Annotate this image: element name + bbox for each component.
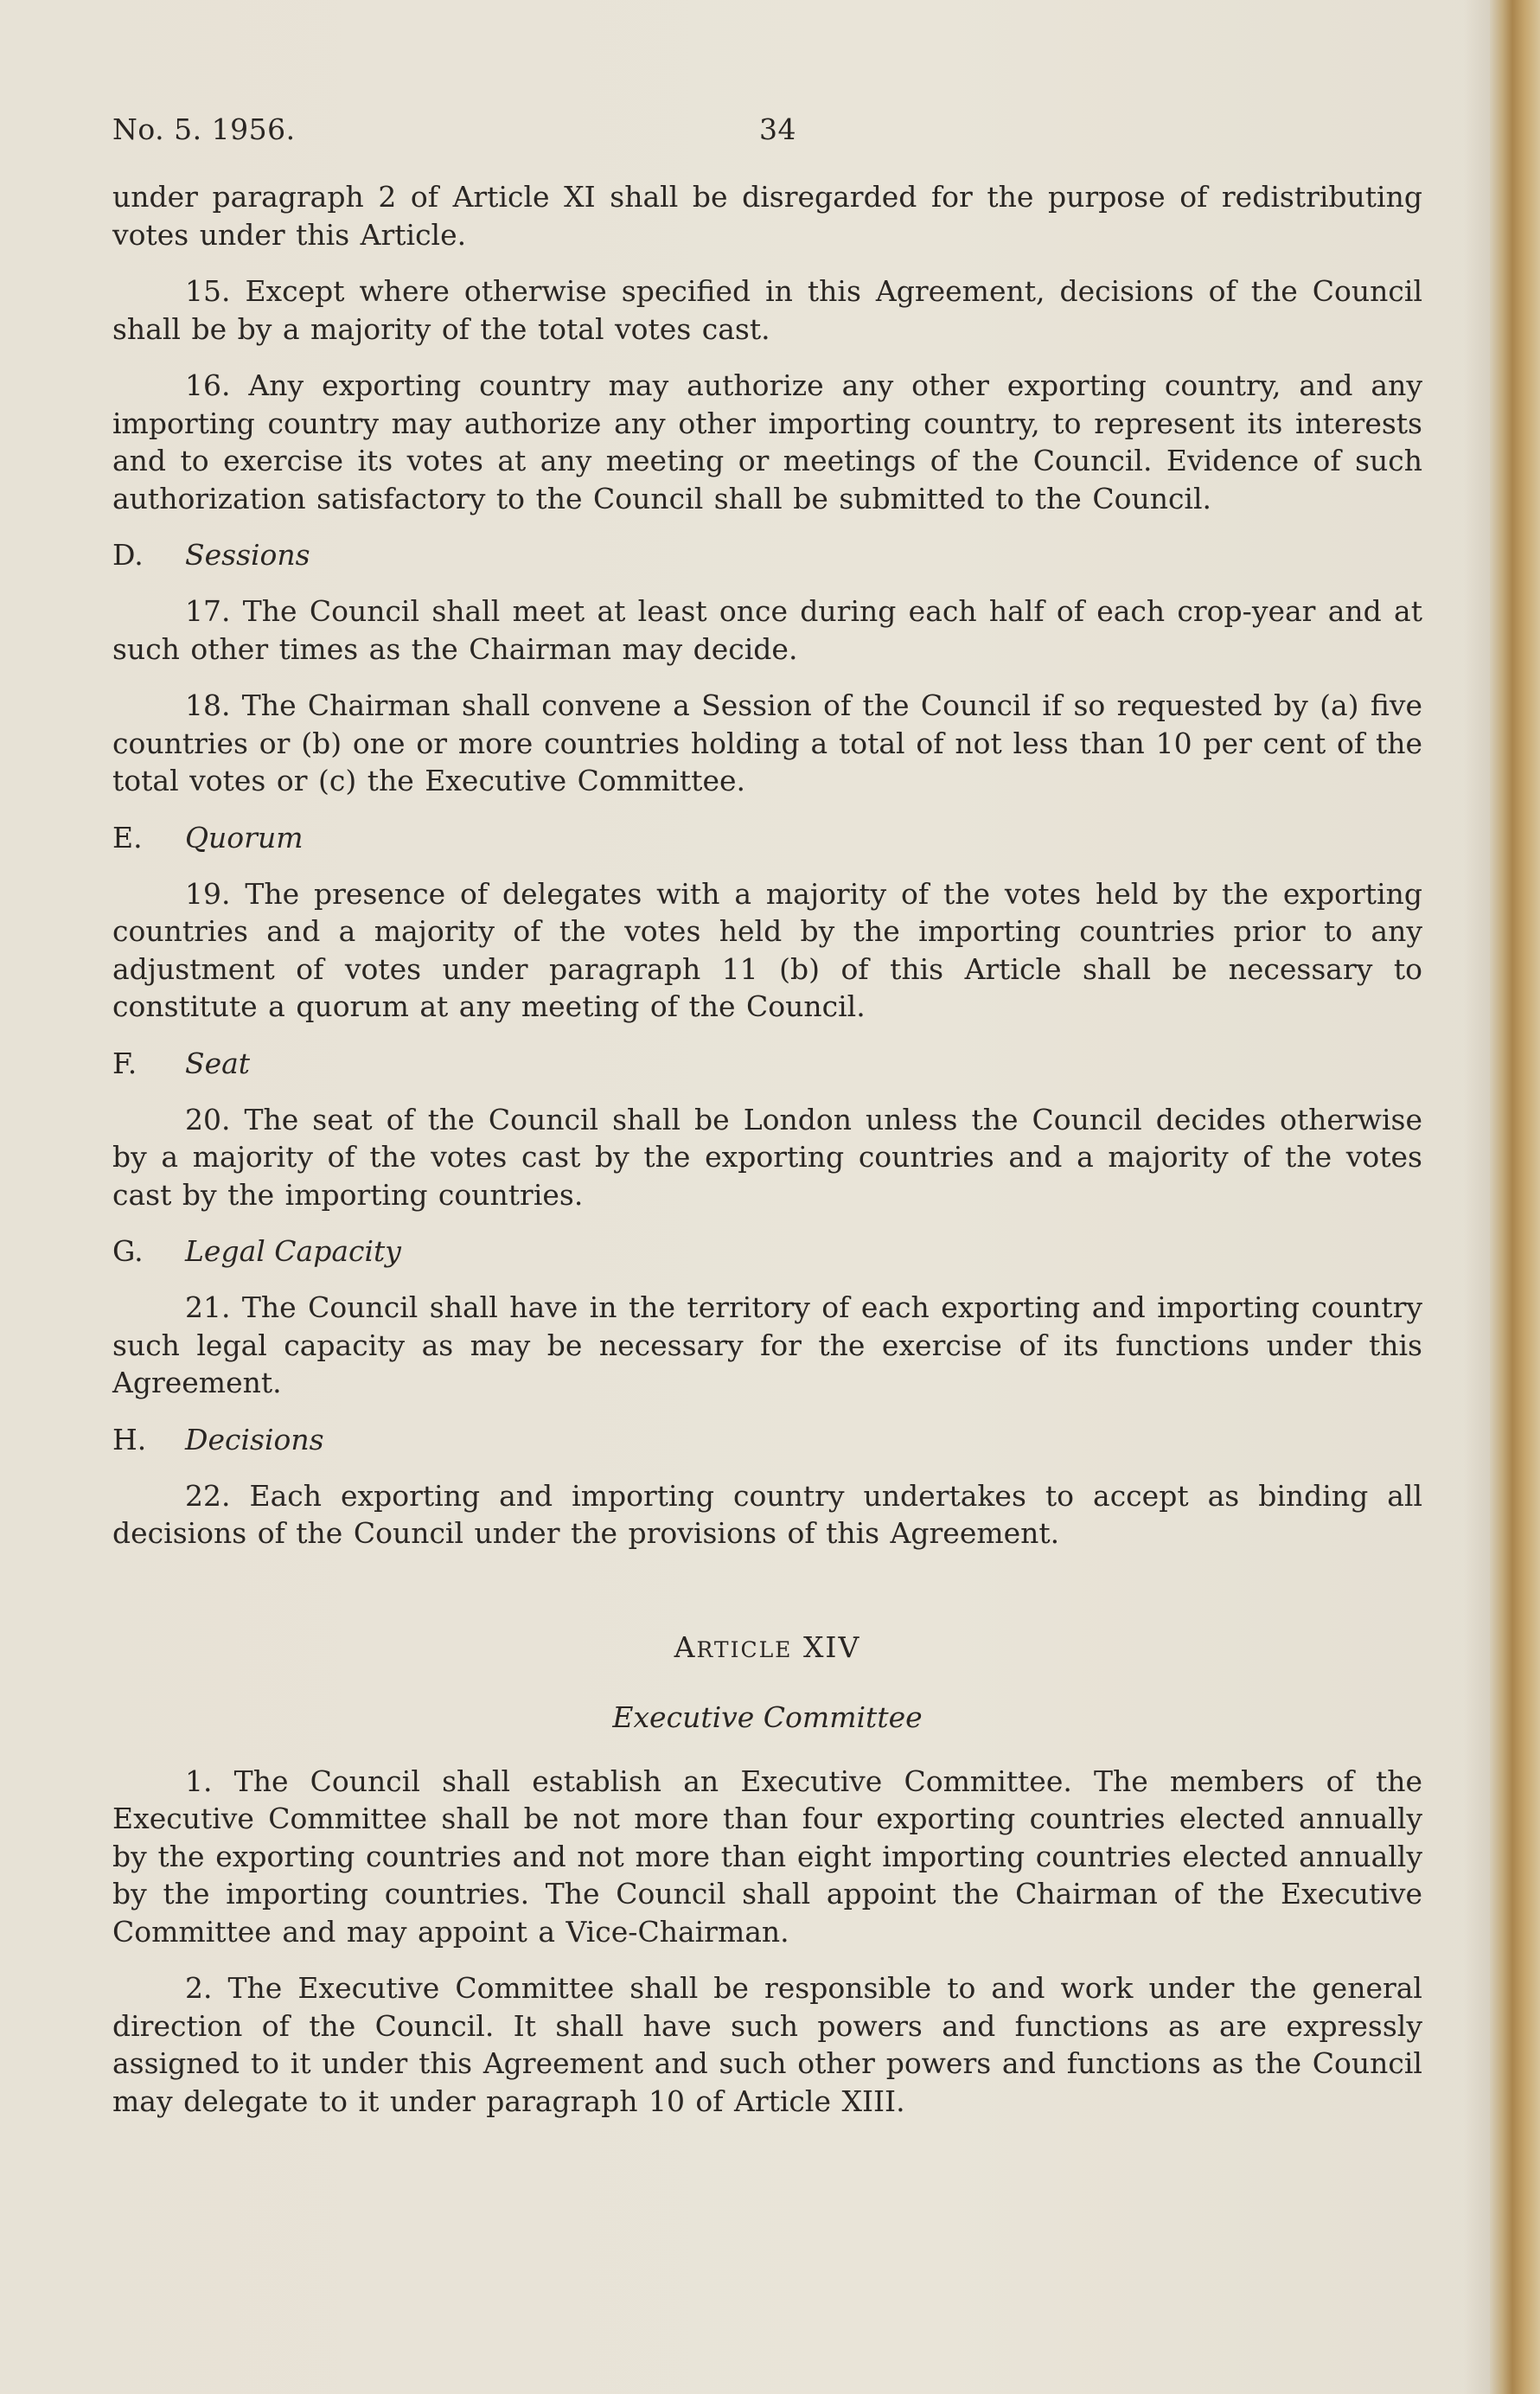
paragraph-20: 20. The seat of the Council shall be London unless the Council decides otherwise by a majority of the votes cast by the exporting countries and a majority of the votes cast by the importing countries.: [112, 1102, 1422, 1212]
paragraph-19: 19. The presence of delegates with a majority of the votes held by the exporting countries and a majority of the votes held by the importing countries prior to any adjustment of votes under paragraph 11 (b) of this Article shall be necessary to constitute a quorum at any meeting of the Council.: [112, 876, 1422, 1023]
document-number: No. 5. 1956.: [112, 112, 296, 146]
section-letter: F.: [112, 1046, 137, 1080]
section-heading-quorum: [112, 819, 1422, 856]
paragraph-18: 18. The Chairman shall convene a Session of the Council if so requested by (a) five countries or (b) one or more countries holding a total of not less than 10 per cent of the total votes or (c) the Executive Committee.: [112, 688, 1422, 797]
section-heading-decisions: [112, 1421, 1422, 1458]
paragraph-16: 16. Any exporting country may authorize any other exporting country, and any importing country may authorize any other importing country, to represent its interests and to exercise its votes at any meeting or meetings of the Council. Evidence of such authorization satisfactory to the Council shall be submitted to the Council.: [112, 368, 1422, 515]
paragraph-21: 21. The Council shall have in the territory of each exporting and importing country such legal capacity as may be necessary for the exercise of its functions under this Agreement.: [112, 1290, 1422, 1399]
section-heading-sessions: [112, 536, 1422, 573]
paragraph-15: 15. Except where otherwise specified in this Agreement, decisions of the Council shall be by a majority of the total votes cast.: [112, 274, 1422, 346]
article-14-paragraph-1: 1. The Council shall establish an Executive Committee. The members of the Executive Committee shall be not more than four exporting countries elected annually by the exporting countries and not more than eight importing countries elected annually by the importing countries. The Council shall appoint the Chairman of the Executive Committee and may appoint a Vice-Chairman.: [112, 1763, 1422, 1949]
section-title: Sessions: [185, 538, 310, 572]
section-letter: D.: [112, 538, 144, 572]
article-small-caps: RTICLE: [696, 1636, 793, 1662]
article-numeral: XIV: [802, 1629, 861, 1664]
binding-shadow: [1464, 0, 1490, 2394]
section-title: Seat: [185, 1046, 251, 1080]
section-heading-seat: [112, 1045, 1422, 1082]
page-number: 34: [759, 112, 796, 146]
book-spine-edge: [1490, 0, 1540, 2394]
page-content: [112, 111, 1422, 2139]
section-title: Legal Capacity: [185, 1234, 401, 1268]
article-14-paragraph-2: 2. The Executive Committee shall be responsible to and work under the general direction of the Council. It shall have such powers and functions as are expressly assigned to it under this Agreement and such other powers and functions as the Council may delegate to it under paragraph 10 of Article XIII.: [112, 1971, 1422, 2118]
paragraph-22: 22. Each exporting and importing country undertakes to accept as binding all decisions of the Council under the provisions of this Agreement.: [112, 1478, 1422, 1550]
page-header: [112, 111, 1422, 149]
continued-paragraph: under paragraph 2 of Article XI shall be disregarded for the purpose of redistributing votes under this Article.: [112, 180, 1422, 252]
section-letter: H.: [112, 1422, 147, 1456]
section-title: Decisions: [185, 1422, 324, 1456]
section-heading-legal-capacity: [112, 1232, 1422, 1270]
section-letter: E.: [112, 820, 143, 855]
section-letter: G.: [112, 1234, 144, 1268]
section-title: Quorum: [185, 820, 304, 855]
article-cap-letter: A: [674, 1629, 697, 1664]
article-heading: [112, 1629, 1422, 1669]
article-title: Executive Committee: [612, 1699, 923, 1734]
paragraph-17: 17. The Council shall meet at least once during each half of each crop-year and at such other times as the Chairman may decide.: [112, 594, 1422, 666]
